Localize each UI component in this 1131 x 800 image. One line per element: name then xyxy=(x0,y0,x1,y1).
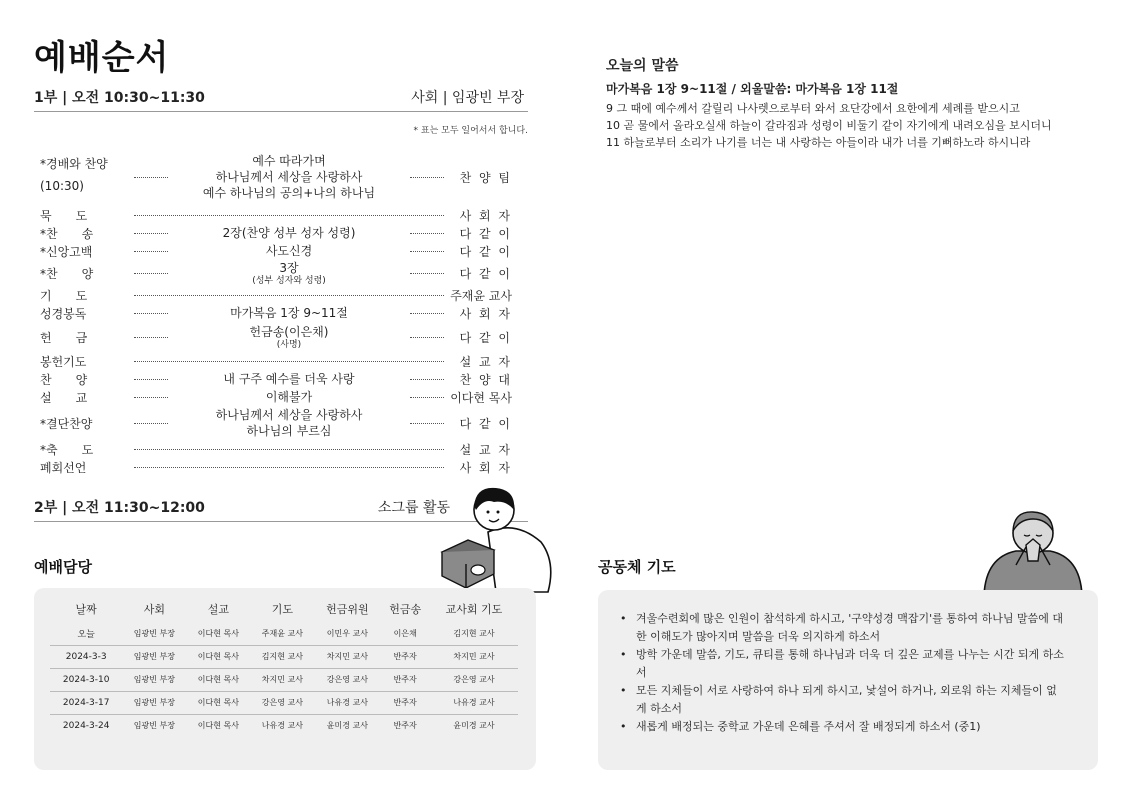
leader-dots xyxy=(134,177,168,178)
order-row xyxy=(40,148,512,206)
leader-dots xyxy=(134,361,444,362)
table-cell: 임광빈 부장 xyxy=(122,691,186,714)
leader-dots xyxy=(134,295,444,296)
table-row xyxy=(50,622,518,645)
order-label xyxy=(40,459,130,476)
order-leader: 사 회 자 xyxy=(459,460,512,475)
praying-person-illustration xyxy=(980,505,1086,597)
leader-dots xyxy=(134,337,168,338)
order-label-text: 폐회선언 xyxy=(40,460,87,475)
table-cell: 차지민 교사 xyxy=(314,645,380,668)
leader-dots xyxy=(410,251,444,252)
order-row xyxy=(40,206,512,224)
page-title: 예배순서 xyxy=(34,38,170,78)
order-label xyxy=(40,371,130,388)
table-cell: 차지민 교사 xyxy=(430,645,518,668)
table-cell: 나유경 교사 xyxy=(314,691,380,714)
order-label-text: 찬 양 xyxy=(40,372,88,387)
order-leader: 사 회 자 xyxy=(459,306,512,321)
leader-dots xyxy=(410,233,444,234)
leader-dots xyxy=(134,397,168,398)
staff-table xyxy=(50,596,518,737)
table-cell: 윤미경 교사 xyxy=(430,714,518,737)
order-leader: 다 같 이 xyxy=(459,416,512,431)
table-cell: 주재윤 교사 xyxy=(261,628,303,638)
order-content xyxy=(172,153,406,201)
order-label xyxy=(40,441,130,458)
table-cell: 강은영 교사 xyxy=(250,691,314,714)
verse: 9 그 때에 예수께서 갈릴리 나사렛으로부터 와서 요단강에서 요한에게 세례를 받으시고 xyxy=(606,102,1020,115)
order-label xyxy=(40,243,130,260)
prayer-item: • 모든 지체들이 서로 사랑하여 하나 되게 하시고, 낯설어 하거나, 외로워 하는 지체들이 없게 하소서 xyxy=(618,682,1066,718)
order-time: (10:30) xyxy=(40,178,84,193)
prayer-list xyxy=(618,610,1066,736)
table-cell: 임광빈 부장 xyxy=(133,628,175,638)
staff-column-header: 기도 xyxy=(271,603,293,616)
order-content-line: 이해불가 xyxy=(265,390,313,404)
order-content-line: 마가복음 1장 9~11절 xyxy=(230,306,348,320)
order-content xyxy=(172,324,406,351)
order-row xyxy=(40,322,512,352)
table-cell: 오늘 xyxy=(77,629,95,640)
order-label-text: *찬 양 xyxy=(40,266,94,281)
order-row xyxy=(40,352,512,370)
table-cell: 차지민 교사 xyxy=(250,668,314,691)
order-label-text: *경배와 찬양 xyxy=(40,156,108,171)
session2-activity: 소그룹 활동 xyxy=(377,500,450,516)
order-label xyxy=(40,415,130,432)
leader-dots xyxy=(410,379,444,380)
order-row xyxy=(40,242,512,260)
table-cell: 반주자 xyxy=(380,645,430,668)
order-content xyxy=(172,225,406,241)
order-content xyxy=(172,407,406,439)
table-cell: 나유경 교사 xyxy=(250,714,314,737)
order-content-line: 내 구주 예수를 더욱 사랑 xyxy=(223,372,355,386)
prayer-item: • 새롭게 배정되는 중학교 가운데 은혜를 주셔서 잘 배정되게 하소서 (중1) xyxy=(618,718,1066,736)
order-content-line: 하나님께서 세상을 사랑하사 xyxy=(215,408,363,422)
order-label-text: *결단찬양 xyxy=(40,416,93,431)
table-cell: 임광빈 부장 xyxy=(122,668,186,691)
order-content-line: 하나님께서 세상을 사랑하사 xyxy=(215,170,363,184)
order-label-text: *신앙고백 xyxy=(40,244,93,259)
session1-header xyxy=(34,88,528,112)
order-label-text: 봉헌기도 xyxy=(40,354,87,369)
order-row xyxy=(40,406,512,440)
order-content xyxy=(172,305,406,321)
order-label xyxy=(40,305,130,322)
order-label xyxy=(40,353,130,370)
table-row xyxy=(50,668,518,691)
order-label-text: 묵 도 xyxy=(40,208,88,223)
table-cell: 김지현 교사 xyxy=(453,628,495,638)
order-content-sub: (성부 성자와 성령) xyxy=(252,275,326,286)
table-cell: 이다현 목사 xyxy=(186,691,250,714)
table-row xyxy=(50,714,518,737)
order-row xyxy=(40,458,512,476)
order-content-line: 예수 하나님의 공의+나의 하나님 xyxy=(202,186,376,200)
session2-label: 2부 | 오전 11:30~12:00 xyxy=(34,500,205,516)
order-row xyxy=(40,224,512,242)
table-cell: 반주자 xyxy=(380,714,430,737)
table-cell: 이다현 목사 xyxy=(186,714,250,737)
staff-column-header: 설교 xyxy=(207,603,229,616)
table-cell: 2024-3-24 xyxy=(50,714,122,737)
order-content xyxy=(172,243,406,259)
order-row xyxy=(40,388,512,406)
prayer-title: 공동체 기도 xyxy=(598,558,676,576)
prayer-item: • 방학 가운데 말씀, 기도, 큐티를 통해 하나님과 더욱 더 깊은 교제를 나누는 시간 되게 하소서 xyxy=(618,646,1066,682)
table-cell: 2024-3-17 xyxy=(50,691,122,714)
order-content-line: 3장 xyxy=(279,260,299,275)
table-cell: 임광빈 부장 xyxy=(122,714,186,737)
order-content-sub: (사명) xyxy=(276,339,302,350)
leader-dots xyxy=(134,313,168,314)
table-cell: 반주자 xyxy=(380,668,430,691)
leader-dots xyxy=(410,337,444,338)
leader-dots xyxy=(134,273,168,274)
leader-dots xyxy=(410,313,444,314)
order-leader: 주재윤 교사 xyxy=(450,288,512,303)
table-cell: 이은채 xyxy=(393,628,417,638)
order-label-text: 성경봉독 xyxy=(40,306,87,321)
table-cell: 2024-3-10 xyxy=(50,668,122,691)
order-leader: 설 교 자 xyxy=(459,442,512,457)
staff-column-header: 교사회 기도 xyxy=(445,603,503,616)
table-cell: 강은영 교사 xyxy=(314,668,380,691)
order-leader: 다 같 이 xyxy=(459,266,512,281)
order-leader: 이다현 목사 xyxy=(450,390,512,405)
verse: 11 하늘로부터 소리가 나기를 너는 내 사랑하는 아들이라 내가 너를 기뻐하노라 하시니라 xyxy=(606,136,1031,149)
order-row xyxy=(40,304,512,322)
standing-note: * 표는 모두 일어서서 합니다. xyxy=(413,126,528,136)
leader-dots xyxy=(134,379,168,380)
order-label xyxy=(40,155,130,200)
session1-host: 사회 | 임광빈 부장 xyxy=(411,90,524,106)
word-reference: 마가복음 1장 9~11절 / 외울말씀: 마가복음 1장 11절 xyxy=(606,82,899,96)
order-label xyxy=(40,225,130,242)
order-row xyxy=(40,260,512,286)
order-label xyxy=(40,287,130,304)
verse: 10 곧 물에서 올라오실새 하늘이 갈라짐과 성령이 비둘기 같이 자기에게 내려오심을 보시더니 xyxy=(606,119,1052,132)
table-cell: 강은영 교사 xyxy=(430,668,518,691)
order-label-text: 기 도 xyxy=(40,288,88,303)
leader-dots xyxy=(410,177,444,178)
table-row xyxy=(50,645,518,668)
order-row xyxy=(40,370,512,388)
order-content-line: 헌금송(이은채) xyxy=(249,324,329,339)
order-leader: 찬 양 대 xyxy=(459,372,512,387)
order-leader: 다 같 이 xyxy=(459,226,512,241)
staff-column-header: 헌금송 xyxy=(389,603,422,616)
order-label xyxy=(40,207,130,224)
table-cell: 윤미경 교사 xyxy=(314,714,380,737)
order-row xyxy=(40,440,512,458)
order-label-text: 헌 금 xyxy=(40,330,88,345)
leader-dots xyxy=(134,467,444,468)
table-cell: 이다현 목사 xyxy=(197,628,239,638)
staff-column-header: 헌금위원 xyxy=(326,603,369,616)
order-label-text: 설 교 xyxy=(40,390,88,405)
leader-dots xyxy=(410,397,444,398)
table-cell: 김지현 교사 xyxy=(250,645,314,668)
order-content xyxy=(172,371,406,387)
reading-person-illustration xyxy=(436,480,556,595)
table-row xyxy=(50,691,518,714)
table-cell: 반주자 xyxy=(380,691,430,714)
leader-dots xyxy=(410,423,444,424)
order-leader: 사 회 자 xyxy=(459,208,512,223)
order-leader: 다 같 이 xyxy=(459,330,512,345)
leader-dots xyxy=(134,233,168,234)
table-cell: 2024-3-3 xyxy=(50,645,122,668)
leader-dots xyxy=(410,273,444,274)
order-content-line: 2장(찬양 성부 성자 성령) xyxy=(222,226,356,240)
word-title: 오늘의 말씀 xyxy=(606,58,679,74)
table-cell: 이다현 목사 xyxy=(186,668,250,691)
table-cell: 나유경 교사 xyxy=(430,691,518,714)
todays-word xyxy=(606,58,1106,151)
leader-dots xyxy=(134,449,444,450)
staff-column-header: 사회 xyxy=(143,603,165,616)
order-row xyxy=(40,286,512,304)
order-content-line: 예수 따라가며 xyxy=(252,154,326,168)
order-label-text: *축 도 xyxy=(40,442,94,457)
order-label xyxy=(40,329,130,346)
order-content xyxy=(172,389,406,405)
staff-title: 예배담당 xyxy=(34,558,92,576)
order-leader: 다 같 이 xyxy=(459,244,512,259)
prayer-item: • 겨울수련회에 많은 인원이 참석하게 하시고, '구약성경 맥잡기'를 통하여 하나님 말씀에 대한 이해도가 많아지며 말씀을 더욱 의지하게 하소서 xyxy=(618,610,1066,646)
leader-dots xyxy=(134,215,444,216)
order-content-line: 사도신경 xyxy=(265,244,313,258)
leader-dots xyxy=(134,251,168,252)
worship-order-list xyxy=(40,148,512,476)
table-cell: 임광빈 부장 xyxy=(122,645,186,668)
order-label xyxy=(40,265,130,282)
table-cell: 이다현 목사 xyxy=(186,645,250,668)
order-content xyxy=(172,260,406,287)
leader-dots xyxy=(134,423,168,424)
session1-label: 1부 | 오전 10:30~11:30 xyxy=(34,90,205,106)
order-content-line: 하나님의 부르심 xyxy=(246,424,332,438)
order-label-text: *찬 송 xyxy=(40,226,94,241)
order-label xyxy=(40,389,130,406)
staff-column-header: 날짜 xyxy=(75,603,97,616)
table-cell: 이민우 교사 xyxy=(326,628,368,638)
order-leader: 찬 양 팀 xyxy=(459,170,512,185)
order-leader: 설 교 자 xyxy=(459,354,512,369)
